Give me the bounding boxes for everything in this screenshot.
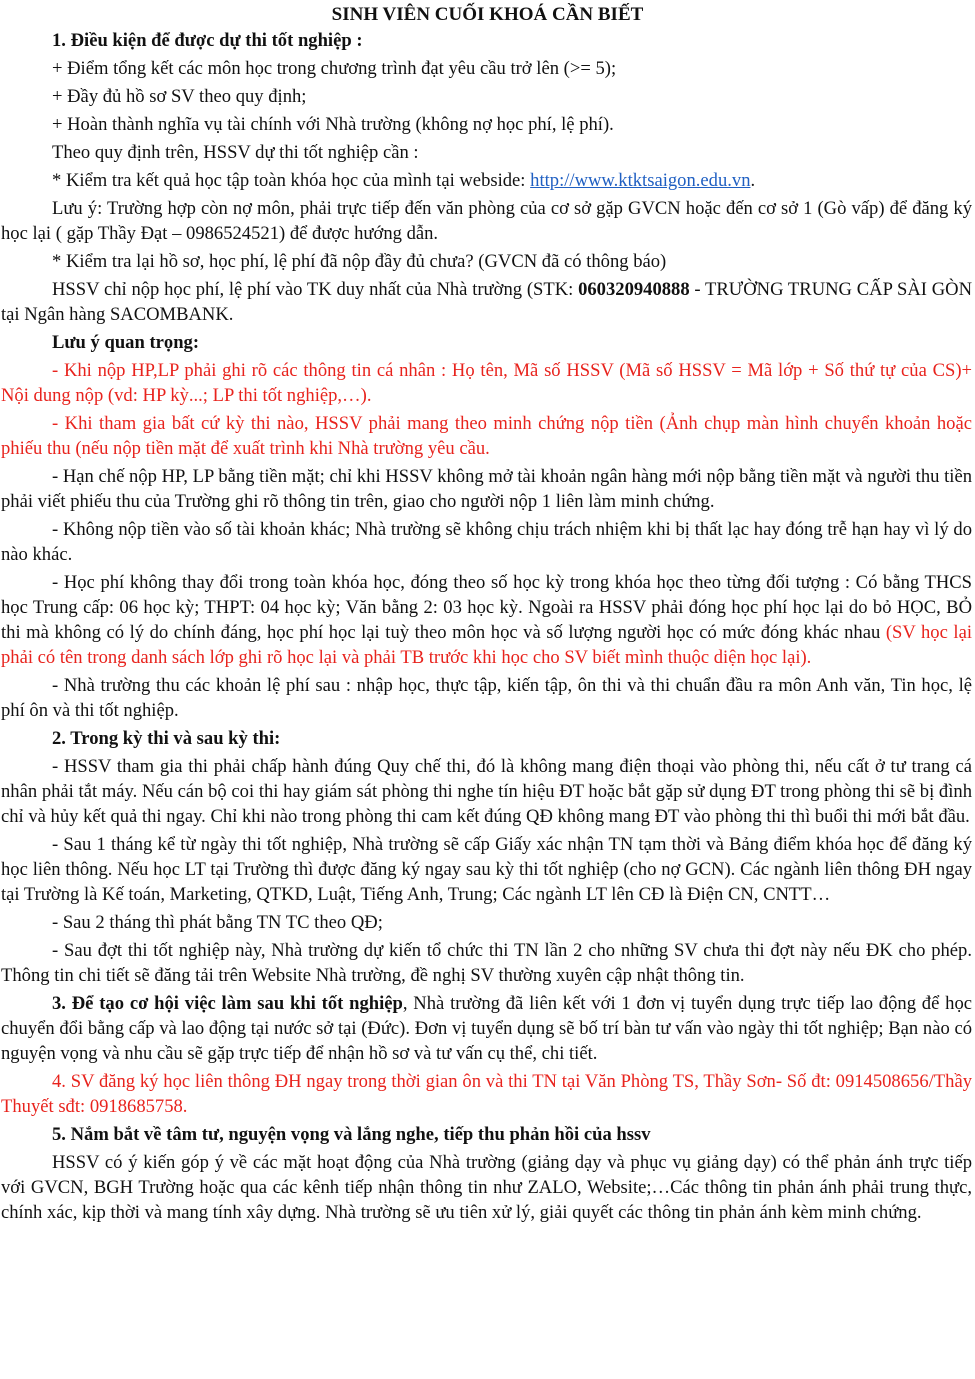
document-title: SINH VIÊN CUỐI KHOÁ CẦN BIẾT [331,4,644,25]
school-website-link[interactable]: http://www.ktktsaigon.edu.vn [530,170,751,191]
payment-account [0,277,975,327]
section-5-text: HSSV có ý kiến góp ý về các mặt hoạt động của Nhà trường (giảng dạy và phục vụ giảng dạy) có thể phản ánh trực tiếp với GVCN, BGH Trường hoặc qua các kênh tiếp nhận thông tin như ZALO, Website;…Các thông tin phản ánh phải trung thực, chính xác, kịp thời và mang tính xây dựng. Nhà trường sẽ ưu tiên xử lý, giải quyết các thông tin phản ánh kèm minh chứng. [1,1152,972,1223]
account-number: 060320940888 [578,279,690,300]
section-3-text: , Nhà trường đã liên kết với 1 đơn vị tuyển dụng trực tiếp lao động để học chuyển đổi bằng cấp và lao động tại nước sở tại (Đức). Đơn vị tuyển dụng sẽ bố trí bàn tư vấn vào ngày thi tốt nghiệp; Bạn nào có nguyện vọng và nhu cầu sẽ gặp trực tiếp để nhận hồ sơ và tư vấn cụ thể, chi tiết. [1,993,972,1064]
important-note-5-text: - Học phí không thay đổi trong toàn khóa học, đóng theo số học kỳ trong khóa học theo từng đối tượng : Có bằng THCS học Trung cấp: 06 học kỳ; THPT: 04 học kỳ; Văn bằng 2: 03 học kỳ. Ngoài ra HSSV phải đóng học phí học lại do bỏ HỌC, BỎ thi mà không có lý do chính đáng, học phí học lại tuỳ theo môn học và số lượng người học có mức đóng khác nhau [1,572,972,643]
important-note-5 [0,570,975,670]
section-2-heading: 2. Trong kỳ thi và sau kỳ thi: [52,728,281,749]
important-note-3: - Hạn chế nộp HP, LP bằng tiền mặt; chỉ khi HSSV không mở tài khoản ngân hàng mới nộp bằng tiền mặt và người thu tiền phải viết phiếu thu của Trường ghi rõ thông tin trên, giao cho người nộp 1 liên làm minh chứng. [1,466,972,512]
section-4: 4. SV đăng ký học liên thông ĐH ngay trong thời gian ôn và thi TN tại Văn Phòng TS, Thầy Sơn- Số đt: 0914508656/Thầy Thuyết sđt: 0918685758. [1,1071,972,1117]
section-5-heading: 5. Nắm bắt về tâm tư, nguyện vọng và lắng nghe, tiếp thu phản hồi của hssv [52,1124,651,1145]
check-results-text: * Kiểm tra kết quả học tập toàn khóa học của mình tại webside: [52,170,531,191]
exam-rule-4: - Sau đợt thi tốt nghiệp này, Nhà trường dự kiến tổ chức thi TN lần 2 cho những SV chưa thi đợt này nếu ĐK cho phép. Thông tin chi tiết sẽ đăng tải trên Website Nhà trường, đề nghị SV thường xuyên cập nhật thông tin. [1,940,972,986]
section-3-heading: 3. Để tạo cơ hội việc làm sau khi tốt nghiệp [52,993,403,1014]
important-note-2: - Khi tham gia bất cứ kỳ thi nào, HSSV phải mang theo minh chứng nộp tiền (Ảnh chụp màn hình chuyển khoản hoặc phiếu thu (nếu nộp tiền mặt để xuất trình khi Nhà trường yêu cầu. [1,413,972,459]
check-results-end: . [750,170,756,191]
condition-1: + Điểm tổng kết các môn học trong chương trình đạt yêu cầu trở lên (>= 5); [52,58,617,79]
exam-rule-2: - Sau 1 tháng kể từ ngày thi tốt nghiệp, Nhà trường sẽ cấp Giấy xác nhận TN tạm thời và Bảng điểm khóa học để đăng ký học liên thông. Nếu học LT tại Trường thì được đăng ký ngay sau kỳ thi tốt nghiệp (cho nợ GCN). Các ngành liên thông ĐH ngay tại Trường là Kế toán, Marketing, QTKD, Luật, Tiếng Anh, Trung; Các ngành LT lên CĐ là Điện CN, CNTT… [1,834,972,905]
condition-2: + Đầy đủ hồ sơ SV theo quy định; [52,86,307,107]
payment-text-a: HSSV chỉ nộp học phí, lệ phí vào TK duy nhất của Nhà trường (STK: [52,279,579,300]
condition-3: + Hoàn thành nghĩa vụ tài chính với Nhà trường (không nợ học phí, lệ phí). [52,114,614,135]
important-note-1: - Khi nộp HP,LP phải ghi rõ các thông tin cá nhân : Họ tên, Mã số HSSV (Mã số HSSV = Mã lớp + Số thứ tự của CS)+ Nội dung nộp (vd: HP kỳ...; LP thi tốt nghiệp,…). [1,360,972,406]
exam-rule-1: - HSSV tham gia thi phải chấp hành đúng Quy chế thi, đó là không mang điện thoại vào phòng thi, nếu cất ở tư trang cá nhân phải tắt máy. Nếu cán bộ coi thi hay giám sát phòng thi nghe tín hiệu ĐT hoặc bắt gặp sử dụng ĐT trong phòng thi sẽ bị đình chỉ và hủy kết quả thi ngay. Chỉ khi nào trong phòng thi cam kết đúng QĐ không mang ĐT vào phòng thi thì buổi thi mới bắt đầu. [1,756,972,827]
check-documents: * Kiểm tra lại hồ sơ, học phí, lệ phí đã nộp đầy đủ chưa? (GVCN đã có thông báo) [52,251,667,272]
section-3 [0,991,975,1066]
payment-text-b: - TRƯỜNG TRUNG CẤP SÀI GÒN tại Ngân hàng SACOMBANK. [1,279,972,325]
retake-note: Lưu ý: Trường hợp còn nợ môn, phải trực tiếp đến văn phòng của cơ sở gặp GVCN hoặc đến cơ sở 1 (Gò vấp) để đăng ký học lại ( gặp Thầy Đạt – 0986524521) để được hướng dẫn. [1,198,972,244]
important-note-4: - Không nộp tiền vào số tài khoản khác; Nhà trường sẽ không chịu trách nhiệm khi bị thất lạc hay đóng trễ hạn hay vì lý do nào khác. [1,519,972,565]
important-note-6: - Nhà trường thu các khoản lệ phí sau : nhập học, thực tập, kiến tập, ôn thi và thi chuẩn đầu ra môn Anh văn, Tin học, lệ phí ôn và thi tốt nghiệp. [1,675,972,721]
requirements-intro: Theo quy định trên, HSSV dự thi tốt nghiệp cần : [52,142,419,163]
check-results [0,168,975,193]
important-note-heading: Lưu ý quan trọng: [52,332,200,353]
important-note-5-red: (SV học lại phải có tên trong danh sách lớp ghi rõ học lại và phải TB trước khi học cho SV biết mình thuộc diện học lại). [1,622,973,668]
section-1-heading: 1. Điều kiện để được dự thi tốt nghiệp : [52,30,363,51]
exam-rule-3: - Sau 2 tháng thì phát bằng TN TC theo QĐ; [52,912,383,933]
